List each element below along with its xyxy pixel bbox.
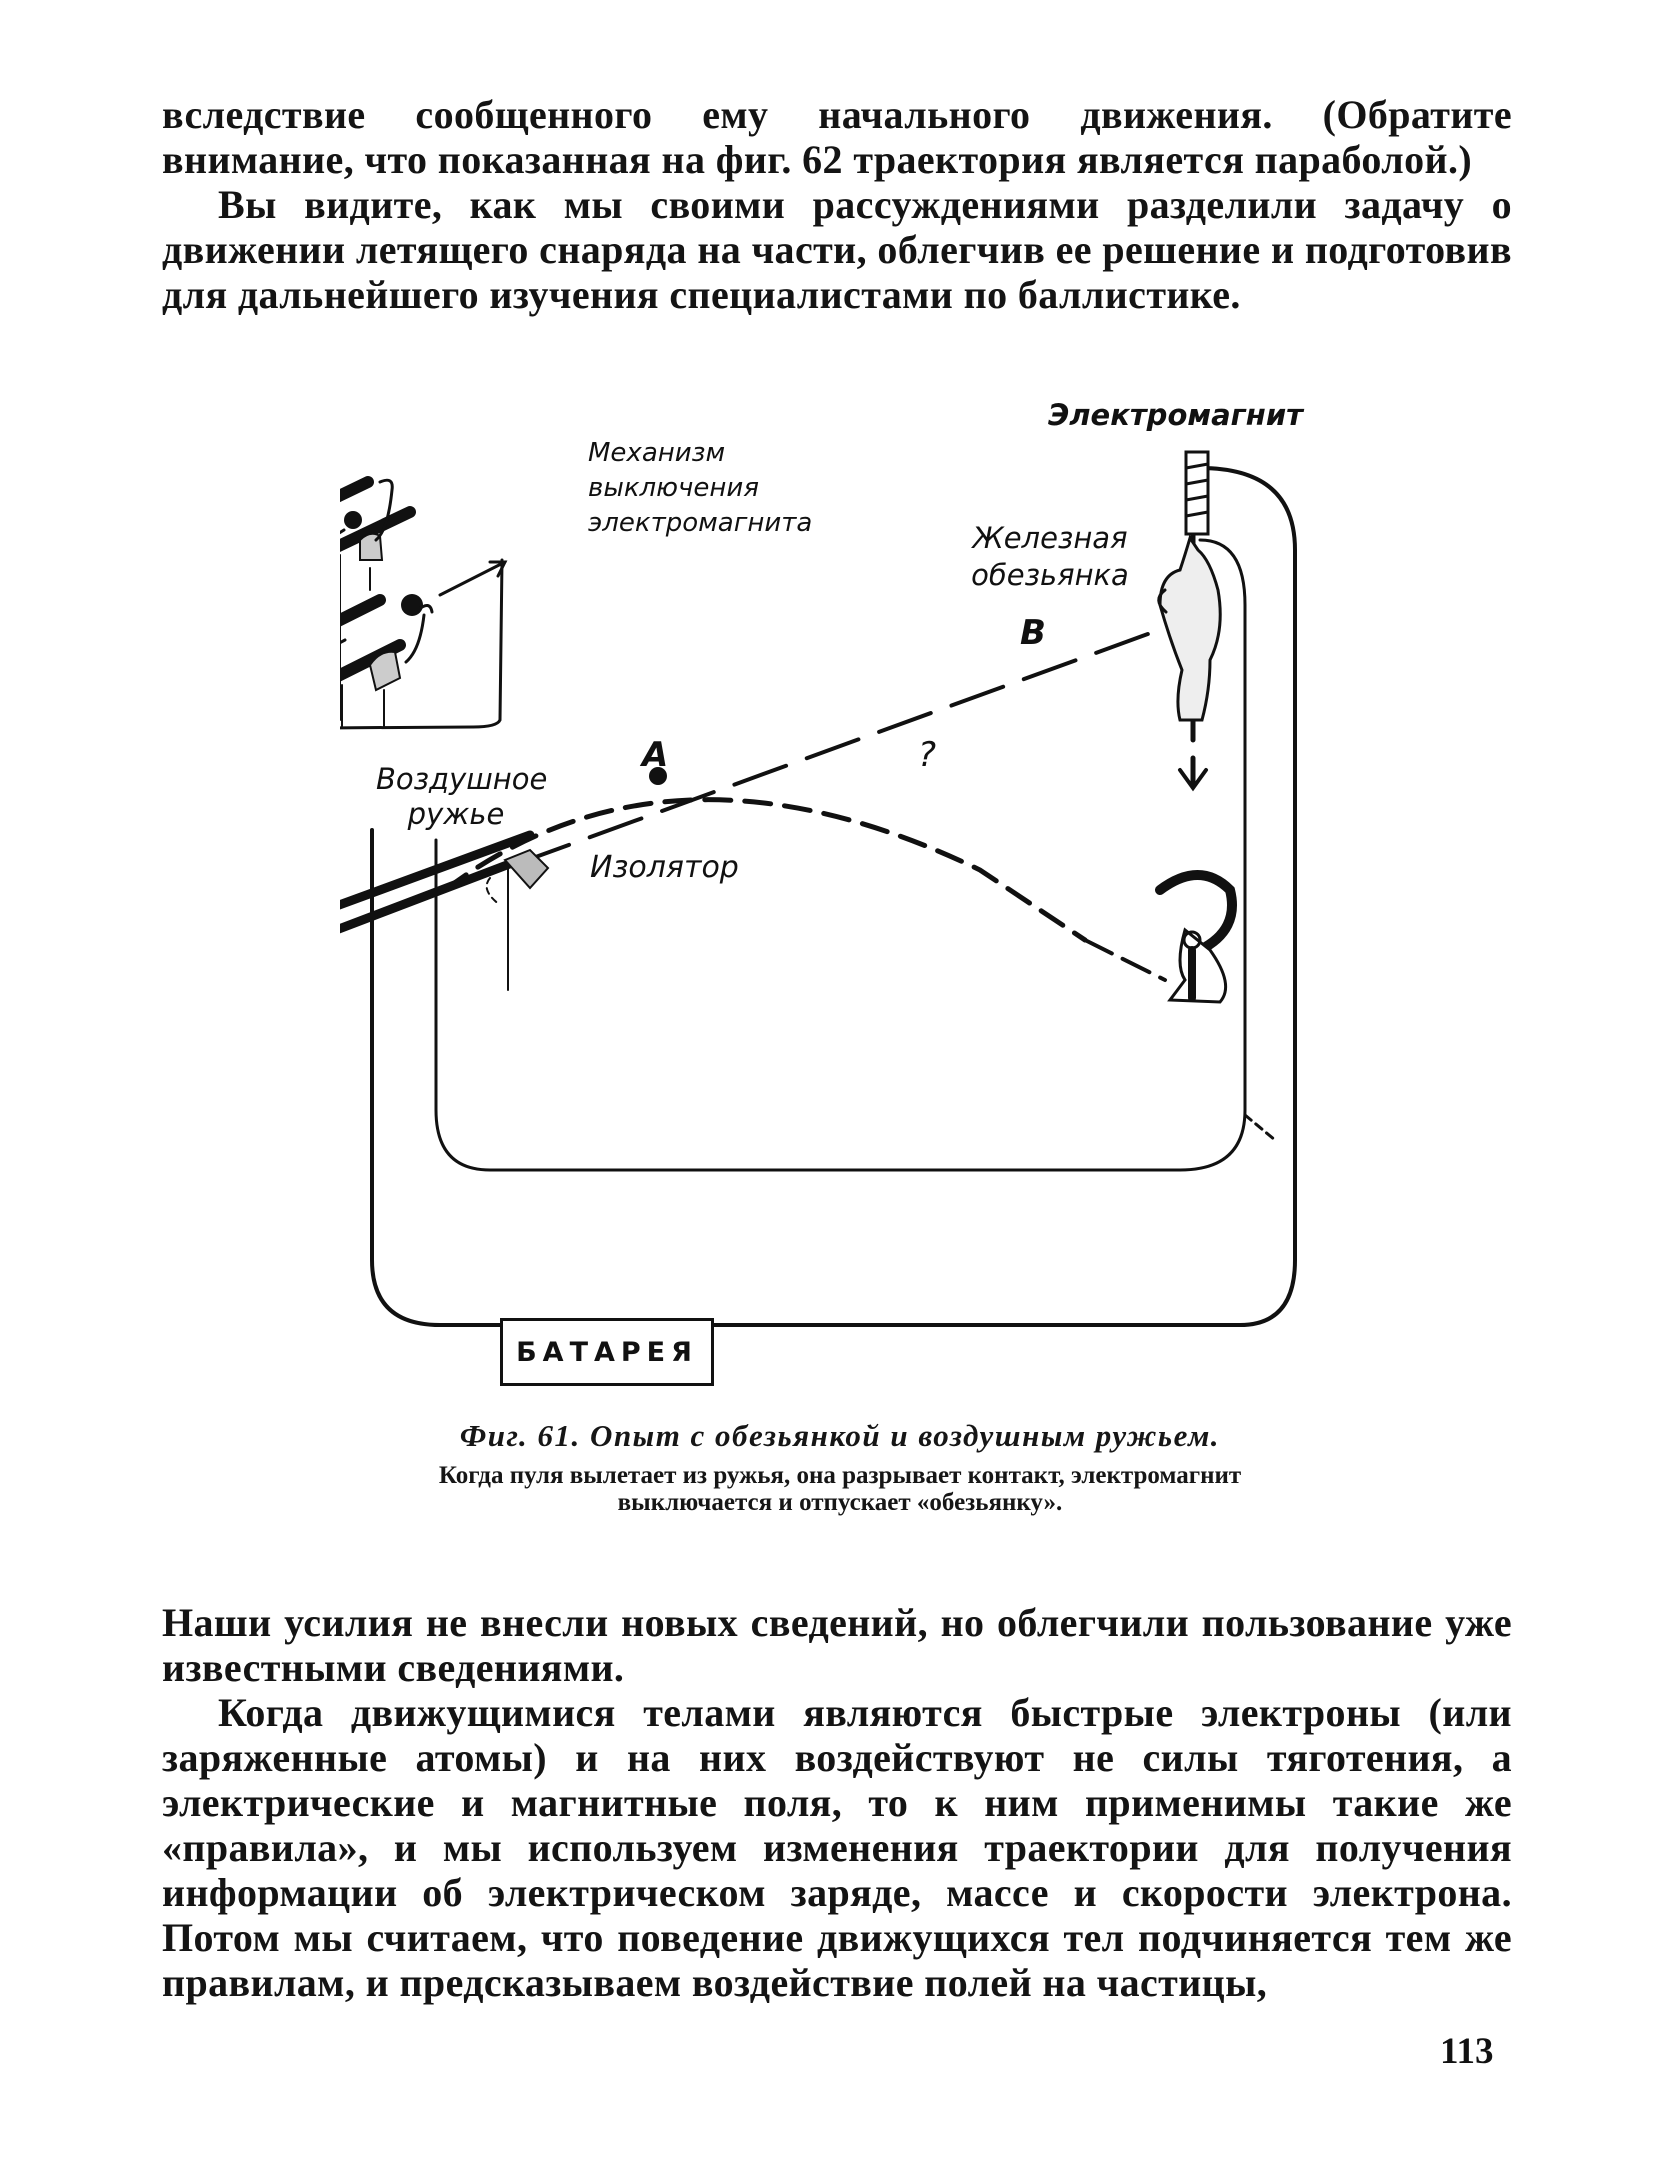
page-number: 113 — [1440, 2031, 1494, 2072]
line-of-sight — [445, 615, 1200, 890]
label-point-a: A — [642, 735, 669, 775]
label-air-gun: Воздушное ружье — [376, 762, 548, 831]
paragraph: Когда движущимися телами являются быстрые электроны (или заряженные атомы) и на них воздействуют не силы тяготения, а электрические и магнитные поля, то к ним применимы такие же «правила», и мы используем изменения траектории для получения информации об электрическом заряде, массе и скорости электрона. Потом мы считаем, что поведение движущихся тел подчиняется тем же правилам, и предсказываем воздействие полей на частицы, — [162, 1690, 1512, 2005]
figure-61 — [340, 390, 1340, 1390]
hanging-monkey — [1159, 538, 1220, 720]
label-mechanism: Механизм выключения электромагнита — [588, 438, 813, 538]
paragraph-continuation: вследствие сообщенного ему начального движения. (Обратите внимание, что показанная на фиг. 62 траектория является параболой.) — [162, 92, 1512, 182]
figure-caption-text: Когда пуля вылетает из ружья, она разрывает контакт, электромагнит выключается и отпускает «обезьянку». — [438, 1462, 1242, 1516]
figure-caption-title: Фиг. 61. Опыт с обезьянкой и воздушным ружьем. — [459, 1418, 1221, 1453]
label-point-b: B — [1020, 613, 1046, 653]
label-question-mark: ? — [918, 735, 937, 775]
inset-frame — [340, 560, 502, 728]
electromagnet-coil — [1186, 452, 1208, 534]
falling-monkey — [1160, 875, 1232, 1002]
top-text-block — [162, 92, 1512, 317]
label-iron-monkey: Железная обезьянка — [971, 521, 1129, 592]
label-electromagnet: Электромагнит — [1048, 398, 1303, 432]
release-arrow — [440, 562, 505, 595]
paragraph: Вы видите, как мы своими рассуждениями разделили задачу о движении летящего снаряда на части, облегчив ее решение и подготовив для дальнейшего изучения специалистами по баллистике. — [162, 182, 1512, 317]
outer-wire — [372, 468, 1295, 1325]
bottom-text-block — [162, 1600, 1512, 2005]
label-isolator: Изолятор — [590, 850, 739, 885]
paragraph: Наши усилия не внесли новых сведений, но облегчили пользование уже известными сведениями. — [162, 1600, 1512, 1690]
inner-wire — [436, 540, 1245, 1170]
battery-box: БАТАРЕЯ — [500, 1318, 714, 1386]
